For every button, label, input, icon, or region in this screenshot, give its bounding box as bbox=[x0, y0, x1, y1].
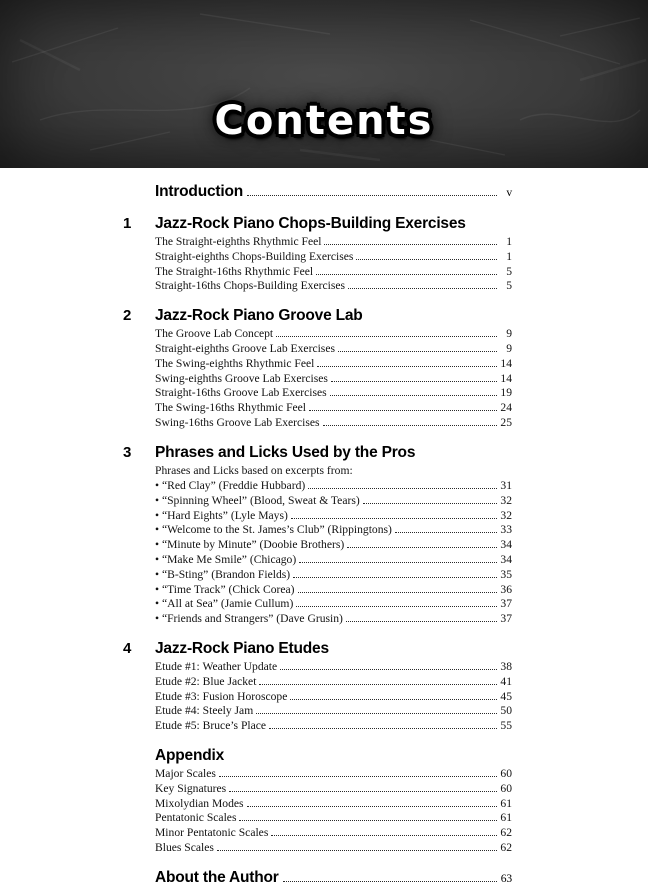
entry-page-number: 34 bbox=[500, 538, 512, 552]
toc-section bbox=[155, 746, 512, 856]
entry-page-number: 61 bbox=[500, 811, 512, 825]
dot-leader bbox=[331, 381, 497, 382]
entry-label: Minor Pentatonic Scales bbox=[155, 826, 269, 840]
entry-label: Straight-eighths Groove Lab Exercises bbox=[155, 341, 335, 355]
entry-page-number: 9 bbox=[506, 341, 512, 355]
entry-page-number: 50 bbox=[500, 704, 512, 718]
section-title: Jazz-Rock Piano Chops-Building Exercises bbox=[155, 215, 466, 232]
dot-leader bbox=[271, 835, 497, 836]
contents-title: Contents bbox=[214, 98, 434, 144]
entry-label: The Straight-16ths Rhythmic Feel bbox=[155, 264, 314, 278]
entry-page-number: 45 bbox=[500, 689, 512, 703]
dot-leader bbox=[330, 395, 497, 396]
entry-page-number: 60 bbox=[500, 781, 512, 795]
entry-label: • “Make Me Smile” (Chicago) bbox=[155, 553, 297, 567]
entry-page-number: 37 bbox=[500, 612, 512, 626]
toc-entry bbox=[155, 509, 512, 524]
entry-page-number: 9 bbox=[506, 327, 512, 341]
section-title: Phrases and Licks Used by the Pros bbox=[155, 443, 416, 461]
entry-page-number: 41 bbox=[500, 674, 512, 688]
section-heading bbox=[155, 306, 512, 325]
section-intro: Phrases and Licks based on excerpts from: bbox=[155, 463, 353, 477]
toc-section bbox=[123, 306, 512, 431]
dot-leader bbox=[347, 547, 497, 548]
entry-page-number: 25 bbox=[500, 415, 512, 429]
toc-entry bbox=[155, 553, 512, 568]
entry-page-number: 14 bbox=[500, 371, 512, 385]
toc-section bbox=[123, 639, 512, 734]
toc-entry bbox=[155, 342, 512, 357]
dot-leader bbox=[269, 728, 497, 729]
section-heading bbox=[155, 182, 512, 202]
toc-entry bbox=[155, 597, 512, 612]
section-number: 3 bbox=[123, 443, 132, 461]
toc-entry bbox=[155, 811, 512, 826]
entry-label: Etude #1: Weather Update bbox=[155, 660, 278, 674]
entry-page-number: 37 bbox=[500, 597, 512, 611]
toc-entry bbox=[155, 538, 512, 553]
toc-entry bbox=[155, 523, 512, 538]
dot-leader bbox=[247, 195, 497, 196]
dot-leader bbox=[280, 669, 497, 670]
entry-label: Key Signatures bbox=[155, 781, 227, 795]
entry-page-number: 19 bbox=[500, 386, 512, 400]
entry-label: Major Scales bbox=[155, 767, 216, 781]
dot-leader bbox=[356, 259, 497, 260]
entry-page-number: 33 bbox=[500, 523, 512, 537]
entry-label: • “B-Sting” (Brandon Fields) bbox=[155, 567, 291, 581]
toc-entry bbox=[155, 279, 512, 294]
section-title: About the Author bbox=[155, 868, 279, 886]
entry-label: • “All at Sea” (Jamie Cullum) bbox=[155, 597, 294, 611]
toc-entry bbox=[155, 690, 512, 705]
dot-leader bbox=[395, 532, 497, 533]
entry-label: Mixolydian Modes bbox=[155, 796, 244, 810]
entry-label: • “Minute by Minute” (Doobie Brothers) bbox=[155, 538, 345, 552]
entry-label: The Swing-eighths Rhythmic Feel bbox=[155, 356, 315, 370]
entry-label: Etude #4: Steely Jam bbox=[155, 704, 254, 718]
toc-entry bbox=[155, 797, 512, 812]
entry-label: Etude #3: Fusion Horoscope bbox=[155, 689, 288, 703]
toc-entry bbox=[155, 265, 512, 280]
entry-label: The Groove Lab Concept bbox=[155, 327, 274, 341]
dot-leader bbox=[308, 488, 497, 489]
entry-label: The Swing-16ths Rhythmic Feel bbox=[155, 401, 307, 415]
toc-section bbox=[155, 868, 512, 888]
dot-leader bbox=[323, 425, 497, 426]
dot-leader bbox=[298, 592, 497, 593]
toc-entry bbox=[155, 416, 512, 431]
entry-page-number: 34 bbox=[500, 553, 512, 567]
toc-entry bbox=[155, 327, 512, 342]
entry-page-number: 62 bbox=[500, 826, 512, 840]
entry-page-number: 60 bbox=[500, 767, 512, 781]
dot-leader bbox=[229, 791, 497, 792]
entry-page-number: 24 bbox=[500, 401, 512, 415]
section-page-number: 63 bbox=[500, 871, 512, 885]
dot-leader bbox=[259, 684, 497, 685]
entry-label: Swing-eighths Groove Lab Exercises bbox=[155, 371, 328, 385]
toc-entry bbox=[155, 782, 512, 797]
section-title: Introduction bbox=[155, 183, 243, 200]
section-heading bbox=[155, 746, 512, 765]
section-title: Appendix bbox=[155, 747, 225, 765]
entry-page-number: 5 bbox=[506, 264, 512, 278]
entry-page-number: 14 bbox=[500, 356, 512, 370]
toc-entry bbox=[155, 841, 512, 856]
dot-leader bbox=[217, 850, 497, 851]
section-title: Jazz-Rock Piano Etudes bbox=[155, 640, 329, 658]
dot-leader bbox=[324, 244, 497, 245]
entry-label: Swing-16ths Groove Lab Exercises bbox=[155, 415, 320, 429]
entry-page-number: 62 bbox=[500, 841, 512, 854]
toc-entry bbox=[155, 401, 512, 416]
entry-page-number: 36 bbox=[500, 582, 512, 596]
entry-label: Blues Scales bbox=[155, 841, 214, 854]
section-page-number: v bbox=[506, 186, 512, 199]
toc-entry bbox=[155, 704, 512, 719]
toc-entry bbox=[155, 675, 512, 690]
toc-entry bbox=[155, 372, 512, 387]
toc-entry bbox=[155, 494, 512, 509]
toc-entry bbox=[155, 568, 512, 583]
dot-leader bbox=[276, 336, 497, 337]
dot-leader bbox=[296, 606, 497, 607]
dot-leader bbox=[256, 713, 497, 714]
section-number: 4 bbox=[123, 640, 132, 658]
section-heading bbox=[155, 868, 512, 888]
table-of-contents bbox=[123, 182, 512, 888]
entry-page-number: 32 bbox=[500, 508, 512, 522]
toc-entry bbox=[155, 479, 512, 494]
dot-leader bbox=[309, 410, 497, 411]
toc-entry bbox=[155, 767, 512, 782]
entry-label: The Straight-eighths Rhythmic Feel bbox=[155, 235, 322, 248]
toc-entry bbox=[155, 719, 512, 734]
entry-label: • “Red Clay” (Freddie Hubbard) bbox=[155, 479, 306, 493]
entry-label: • “Hard Eights” (Lyle Mays) bbox=[155, 508, 288, 522]
toc-entry bbox=[155, 660, 512, 675]
dot-leader bbox=[338, 351, 497, 352]
entry-page-number: 55 bbox=[500, 719, 512, 733]
toc-entry bbox=[155, 250, 512, 265]
toc-page bbox=[0, 182, 648, 888]
dot-leader bbox=[299, 562, 497, 563]
entry-label: • “Welcome to the St. James’s Club” (Rippingtons) bbox=[155, 523, 392, 537]
toc-entry bbox=[155, 386, 512, 401]
entry-page-number: 61 bbox=[500, 796, 512, 810]
entry-page-number: 1 bbox=[506, 249, 512, 263]
toc-section bbox=[123, 214, 512, 294]
section-heading bbox=[155, 214, 512, 233]
dot-leader bbox=[317, 366, 497, 367]
dot-leader bbox=[348, 288, 497, 289]
section-heading bbox=[155, 443, 512, 462]
entry-page-number: 31 bbox=[500, 479, 512, 493]
section-title: Jazz-Rock Piano Groove Lab bbox=[155, 307, 363, 325]
page-header bbox=[0, 0, 648, 168]
entry-label: Pentatonic Scales bbox=[155, 811, 237, 825]
entry-label: • “Time Track” (Chick Corea) bbox=[155, 582, 295, 596]
section-number: 2 bbox=[123, 307, 132, 325]
dot-leader bbox=[290, 699, 497, 700]
entry-label: Straight-16ths Chops-Building Exercises bbox=[155, 279, 345, 293]
dot-leader bbox=[219, 776, 497, 777]
entry-label: • “Friends and Strangers” (Dave Grusin) bbox=[155, 612, 343, 626]
toc-section bbox=[123, 443, 512, 627]
entry-label: • “Spinning Wheel” (Blood, Sweat & Tears) bbox=[155, 493, 360, 507]
dot-leader bbox=[316, 274, 497, 275]
entry-label: Etude #2: Blue Jacket bbox=[155, 674, 257, 688]
dot-leader bbox=[283, 881, 497, 882]
entry-page-number: 38 bbox=[500, 660, 512, 674]
toc-entry bbox=[155, 235, 512, 250]
toc-entry bbox=[155, 826, 512, 841]
entry-label: Etude #5: Bruce’s Place bbox=[155, 719, 267, 733]
section-heading bbox=[155, 639, 512, 658]
toc-entry bbox=[155, 583, 512, 598]
entry-label: Straight-eighths Chops-Building Exercises bbox=[155, 249, 354, 263]
dot-leader bbox=[346, 621, 497, 622]
dot-leader bbox=[291, 518, 497, 519]
dot-leader bbox=[247, 806, 497, 807]
section-number: 1 bbox=[123, 215, 132, 232]
entry-page-number: 5 bbox=[506, 279, 512, 293]
toc-entry bbox=[155, 612, 512, 627]
entry-label: Straight-16ths Groove Lab Exercises bbox=[155, 386, 327, 400]
dot-leader bbox=[363, 503, 497, 504]
entry-page-number: 1 bbox=[506, 235, 512, 248]
entry-page-number: 32 bbox=[500, 493, 512, 507]
entry-page-number: 35 bbox=[500, 567, 512, 581]
dot-leader bbox=[239, 820, 497, 821]
dot-leader bbox=[293, 577, 497, 578]
toc-section bbox=[155, 182, 512, 202]
toc-entry bbox=[155, 357, 512, 372]
